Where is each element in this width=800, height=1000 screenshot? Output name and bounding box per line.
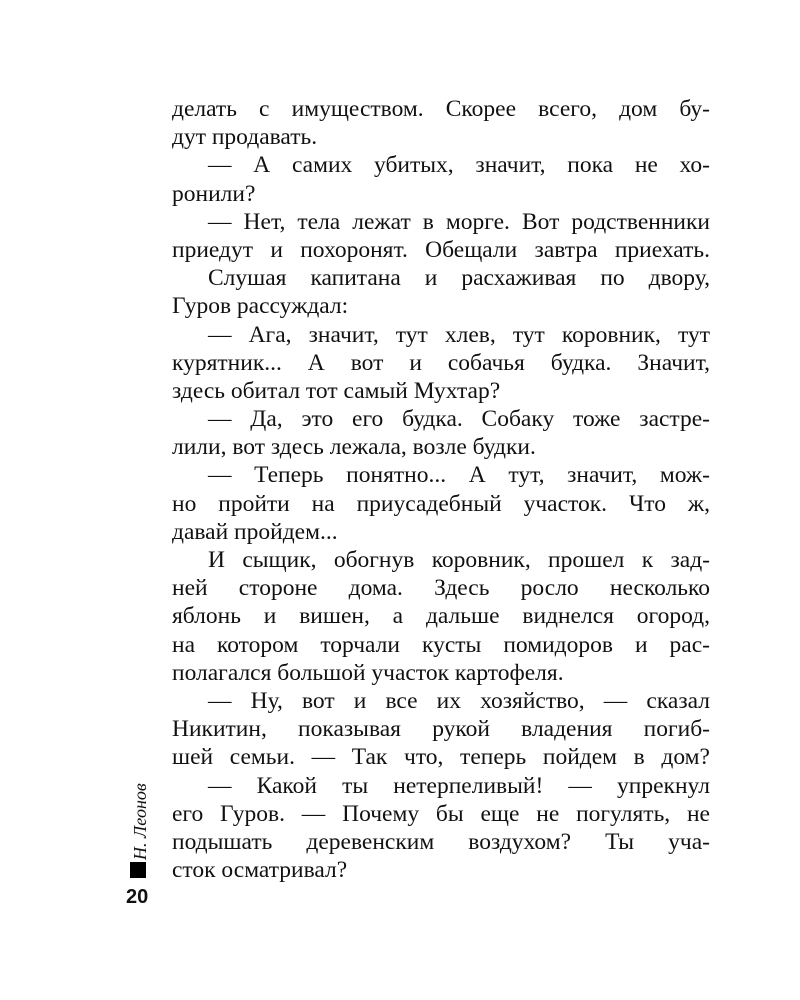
square-marker-icon: [130, 862, 146, 878]
text-line: ронили?: [172, 180, 256, 207]
text-line: приедут и похоронят. Обещали завтра приехать.: [172, 236, 710, 263]
running-head-author: Н. Леонов: [130, 783, 150, 860]
text-line: его Гуров. — Почему бы еще не погулять, не: [172, 800, 710, 827]
text-line: — Да, это его будка. Собаку тоже застре-: [208, 406, 710, 433]
text-line: — Теперь понятно... А тут, значит, мож-: [208, 462, 710, 489]
text-line: яблонь и вишен, а дальше виднелся огород,: [172, 603, 710, 630]
text-line: шей семьи. — Так что, теперь пойдем в дом?: [172, 744, 710, 771]
text-line: дут продавать.: [172, 124, 318, 151]
text-line: — А самих убитых, значит, пока не хо-: [208, 152, 710, 179]
text-line: — Ага, значит, тут хлев, тут коровник, тут: [208, 321, 710, 348]
text-line: полагался большой участок картофеля.: [172, 659, 564, 686]
body-text: [172, 95, 710, 884]
text-line: — Нет, тела лежат в морге. Вот родственники: [208, 208, 710, 235]
text-line: ней стороне дома. Здесь росло несколько: [172, 575, 710, 602]
text-line: подышать деревенским воздухом? Ты уча-: [172, 828, 710, 855]
text-line: Никитин, показывая рукой владения погиб-: [172, 716, 710, 743]
text-line: — Ну, вот и все их хозяйство, — сказал: [208, 687, 710, 714]
text-line: на котором торчали кусты помидоров и рас-: [172, 631, 710, 658]
text-line: сток осматривал?: [172, 857, 348, 884]
text-line: лили, вот здесь лежала, возле будки.: [172, 434, 536, 461]
text-line: — Какой ты нетерпеливый! — упрекнул: [208, 772, 710, 799]
text-line: курятник... А вот и собачья будка. Значит,: [172, 349, 710, 376]
text-line: здесь обитал тот самый Мухтар?: [172, 377, 501, 404]
text-line: И сыщик, обогнув коровник, прошел к зад-: [208, 547, 710, 573]
text-line: делать с имуществом. Скорее всего, дом бу-: [172, 96, 710, 122]
text-line: Гуров рассуждал:: [172, 293, 349, 320]
page-number: 20: [126, 886, 149, 908]
text-line: Слушая капитана и расхаживая по двору,: [208, 265, 710, 292]
text-line: но пройти на приусадебный участок. Что ж,: [172, 490, 710, 517]
text-line: давай пройдем...: [172, 518, 338, 545]
